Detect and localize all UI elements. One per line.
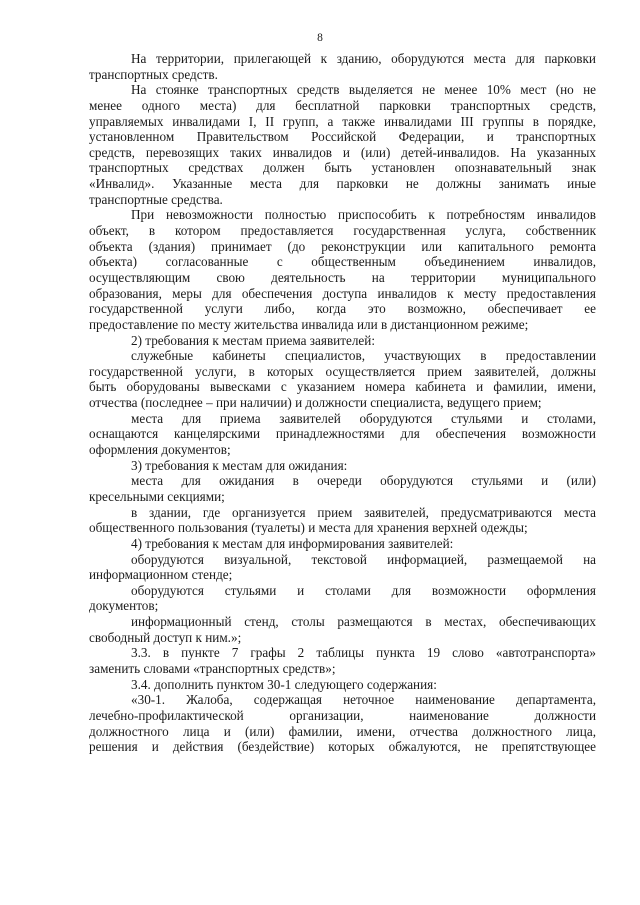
text-line: средств, перевозящих таких инвалидов и (или) детей-инвалидов. На указанных: [89, 144, 596, 160]
text-line: транспортных средств.: [89, 66, 218, 82]
text-line: «Инвалид». Указанные места для парковки не должны занимать иные: [89, 176, 596, 192]
text-line: 2) требования к местам приема заявителей:: [131, 332, 375, 348]
paragraph: [0, 505, 640, 536]
text-line: быть оборудованы вывесками с указанием номера кабинета и фамилии, имени,: [89, 379, 596, 395]
text-line: места для ожидания в очереди оборудуются стульями и (или): [131, 473, 596, 489]
text-line: должностного лица и (или) фамилии, имени, отчества должностного лица,: [89, 723, 596, 739]
text-line: оснащаются канцелярскими принадлежностями для обеспечения возможности: [89, 426, 596, 442]
text-line: государственной услуги, в которых осуществляется прием заявителей, должны: [89, 363, 596, 379]
text-line: образования, меры для обеспечения доступа инвалидов к месту предоставления: [89, 285, 596, 301]
paragraph: [0, 645, 640, 676]
document-body: [0, 51, 640, 755]
text-line: оборудуются визуальной, текстовой информацией, размещаемой на: [131, 551, 596, 567]
text-line: общественного пользования (туалеты) и места для хранения верхней одежды;: [89, 520, 528, 536]
text-line: транспортные средства.: [89, 191, 223, 207]
text-line: оформления документов;: [89, 442, 231, 458]
text-line: государственной услуги либо, когда это возможно, обеспечивает ее: [89, 301, 596, 317]
text-line: в здании, где организуется прием заявителей, предусматриваются места: [131, 504, 596, 520]
text-line: объекта) согласованные с общественным объединением инвалидов,: [89, 254, 596, 270]
text-line: оборудуются стульями и столами для возможности оформления: [131, 582, 596, 598]
text-line: При невозможности полностью приспособить к потребностям инвалидов: [131, 207, 596, 223]
text-line: На стоянке транспортных средств выделяется не менее 10% мест (но не: [131, 82, 596, 98]
text-line: информационном стенде;: [89, 567, 233, 583]
paragraph: [0, 51, 640, 82]
text-line: решения и действия (бездействие) которых обжалуются, не препятствующее: [89, 739, 596, 755]
text-line: объект, в котором предоставляется государственная услуга, собственник: [89, 223, 596, 239]
text-line: 3) требования к местам для ожидания:: [131, 457, 348, 473]
text-line: служебные кабинеты специалистов, участвующих в предоставлении: [131, 348, 596, 364]
text-line: заменить словами «транспортных средств»;: [89, 660, 336, 676]
text-line: 4) требования к местам для информирования заявителей:: [131, 535, 454, 551]
text-line: 3.4. дополнить пунктом 30-1 следующего содержания:: [131, 676, 437, 692]
text-line: информационный стенд, столы размещаются в местах, обеспечивающих: [131, 614, 596, 630]
text-line: «30-1. Жалоба, содержащая неточное наименование департамента,: [131, 692, 596, 708]
page-number: 8: [317, 32, 323, 44]
text-line: лечебно-профилактической организации, наименование должности: [89, 707, 596, 723]
paragraph: [0, 473, 640, 504]
paragraph: [0, 333, 640, 349]
text-line: предоставление по месту жительства инвалида или в дистанционном режиме;: [89, 316, 529, 332]
text-line: управляемых инвалидами I, II групп, а также инвалидами III группы в порядке,: [89, 113, 596, 129]
paragraph: [0, 692, 640, 755]
text-line: свободный доступ к ним.»;: [89, 629, 242, 645]
paragraph: [0, 458, 640, 474]
paragraph: [0, 348, 640, 411]
text-line: 3.3. в пункте 7 графы 2 таблицы пункта 19 слово «автотранспорта»: [131, 645, 596, 661]
text-line: места для приема заявителей оборудуются стульями и столами,: [131, 410, 596, 426]
text-line: На территории, прилегающей к зданию, оборудуются места для парковки: [131, 51, 596, 66]
text-line: объекта (здания) принимает (до реконструкции или капитального ремонта: [89, 238, 596, 254]
paragraph: [0, 536, 640, 552]
text-line: транспортных средствах должен быть установлен опознавательный знак: [89, 160, 596, 176]
paragraph: [0, 583, 640, 614]
paragraph: [0, 207, 640, 332]
paragraph: [0, 677, 640, 693]
paragraph: [0, 552, 640, 583]
text-line: установленном Правительством Российской Федерации, и транспортных: [89, 129, 596, 145]
paragraph: [0, 82, 640, 207]
text-line: осуществляющим свою деятельность на территории муниципального: [89, 269, 596, 285]
text-line: документов;: [89, 598, 159, 614]
text-line: кресельными секциями;: [89, 488, 225, 504]
text-line: отчества (последнее – при наличии) и должности специалиста, ведущего прием;: [89, 395, 542, 411]
paragraph: [0, 411, 640, 458]
text-line: менее одного места) для бесплатной парковки транспортных средств,: [89, 97, 596, 113]
paragraph: [0, 614, 640, 645]
